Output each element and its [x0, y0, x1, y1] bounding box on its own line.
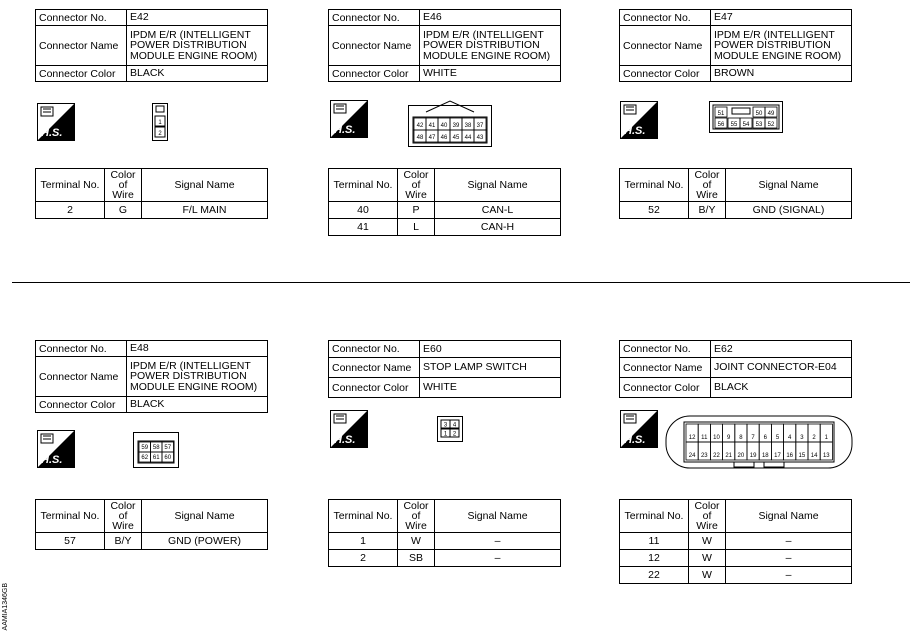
connector-diagram-e42 [152, 103, 168, 141]
wire-cell: W [689, 533, 726, 550]
connector-no-value: E46 [420, 10, 561, 26]
connector-color-value: BROWN [711, 66, 852, 82]
terminal-cell: 11 [620, 533, 689, 550]
hs-label: H.S. [334, 434, 356, 446]
pin-label: 8 [739, 435, 743, 441]
pin-label: 41 [428, 123, 436, 129]
pin-label: 45 [452, 135, 460, 141]
connector-info-table [35, 9, 268, 82]
terminal-cell: 40 [329, 202, 398, 219]
connector-info-table [35, 340, 268, 413]
pin-label: 50 [755, 111, 763, 117]
wire-cell: W [398, 533, 435, 550]
pin-label: 42 [416, 123, 424, 129]
connector-name-label: Connector Name [620, 26, 711, 66]
connector-no-value: E62 [711, 341, 852, 358]
terminal-no-header: Terminal No. [36, 500, 105, 533]
table-row [620, 533, 852, 550]
terminal-no-header: Terminal No. [620, 169, 689, 202]
connector-diagram-e60 [437, 416, 463, 442]
table-row [329, 533, 561, 550]
wire-cell: W [689, 567, 726, 584]
hs-label: H.S. [41, 454, 63, 466]
connector-name-value: IPDM E/R (INTELLIGENT POWER DISTRIBUTION MODULE ENGINE ROOM) [420, 26, 561, 66]
pin-label: 10 [713, 435, 720, 441]
pin-label: 2 [452, 431, 457, 438]
connector-info-table [328, 340, 561, 398]
pin-label: 1 [158, 120, 162, 126]
pin-label: 1 [443, 431, 448, 438]
connector-color-label: Connector Color [620, 378, 711, 398]
pin-label: 49 [767, 111, 775, 117]
wire-cell: SB [398, 550, 435, 567]
connector-color-label: Connector Color [36, 397, 127, 413]
wire-cell: L [398, 219, 435, 236]
pin-label: 22 [713, 453, 720, 459]
connector-name-value: JOINT CONNECTOR-E04 [711, 358, 852, 378]
connector-color-label: Connector Color [329, 66, 420, 82]
terminal-cell: 41 [329, 219, 398, 236]
connector-color-label: Connector Color [329, 378, 420, 398]
pin-label: 14 [810, 453, 818, 459]
terminal-no-header: Terminal No. [36, 169, 105, 202]
connector-name-label: Connector Name [329, 26, 420, 66]
signal-cell: – [435, 533, 561, 550]
terminal-table-e62 [619, 499, 859, 584]
pin-label: 52 [767, 122, 775, 128]
pin-label: 9 [727, 435, 731, 441]
section-divider [12, 282, 910, 283]
connector-no-label: Connector No. [36, 341, 127, 357]
pin-label: 1 [824, 435, 828, 441]
pin-label: 57 [164, 445, 172, 451]
pin-label: 5 [775, 435, 780, 441]
connector-block-e60 [328, 340, 568, 398]
terminal-cell: 52 [620, 202, 689, 219]
pin-label: 3 [800, 435, 804, 441]
table-row [329, 202, 561, 219]
table-row [36, 202, 268, 219]
connector-block-e62 [619, 340, 859, 398]
connector-no-label: Connector No. [329, 341, 420, 358]
connector-diagram-e62 [664, 412, 854, 472]
signal-cell: GND (POWER) [142, 533, 268, 550]
connector-block-e47 [619, 9, 859, 82]
connector-color-value: WHITE [420, 66, 561, 82]
connector-color-value: BLACK [127, 397, 268, 413]
hs-badge-icon [620, 410, 658, 448]
signal-cell: – [726, 533, 852, 550]
connector-info-table [619, 340, 852, 398]
connector-name-value: STOP LAMP SWITCH [420, 358, 561, 378]
wire-color-header: Color of Wire [398, 169, 435, 202]
signal-cell: CAN-L [435, 202, 561, 219]
connector-block-e42 [35, 9, 275, 82]
pin-label: 56 [717, 122, 725, 128]
connector-name-value: IPDM E/R (INTELLIGENT POWER DISTRIBUTION MODULE ENGINE ROOM) [711, 26, 852, 66]
signal-name-header: Signal Name [726, 169, 852, 202]
pin-label: 61 [152, 455, 160, 461]
connector-no-label: Connector No. [620, 10, 711, 26]
table-row [329, 550, 561, 567]
wire-color-header: Color of Wire [689, 500, 726, 533]
terminal-cell: 1 [329, 533, 398, 550]
pin-label: 7 [751, 435, 755, 441]
wire-color-header: Color of Wire [105, 500, 142, 533]
wire-color-header: Color of Wire [398, 500, 435, 533]
pin-label: 37 [476, 123, 484, 129]
pin-label: 46 [440, 135, 448, 141]
pin-label: 43 [476, 135, 484, 141]
pin-label: 4 [452, 422, 457, 429]
connector-info-table [328, 9, 561, 82]
pin-label: 55 [730, 122, 738, 128]
hs-badge-icon [37, 103, 75, 141]
pin-label: 24 [688, 453, 696, 459]
pin-label: 59 [141, 445, 149, 451]
connector-name-label: Connector Name [36, 26, 127, 66]
connector-block-e48 [35, 340, 275, 413]
connector-no-value: E47 [711, 10, 852, 26]
hs-label: H.S. [624, 434, 646, 446]
connector-name-label: Connector Name [329, 358, 420, 378]
pin-label: 6 [763, 435, 767, 441]
pin-label: 2 [158, 131, 162, 137]
hs-label: H.S. [624, 125, 646, 137]
pin-label: 51 [717, 111, 725, 117]
connector-info-table [619, 9, 852, 82]
table-row [329, 219, 561, 236]
pin-label: 11 [701, 435, 708, 441]
connector-no-value: E60 [420, 341, 561, 358]
wire-cell: G [105, 202, 142, 219]
terminal-table-e60 [328, 499, 568, 567]
pin-label: 19 [749, 453, 757, 459]
hs-badge-icon [330, 410, 368, 448]
terminal-cell: 57 [36, 533, 105, 550]
pin-label: 47 [428, 135, 436, 141]
signal-cell: – [726, 567, 852, 584]
pin-label: 48 [416, 135, 424, 141]
connector-no-label: Connector No. [329, 10, 420, 26]
pin-label: 18 [761, 453, 769, 459]
pin-label: 4 [788, 435, 792, 441]
connector-name-value: IPDM E/R (INTELLIGENT POWER DISTRIBUTION MODULE ENGINE ROOM) [127, 26, 268, 66]
connector-name-label: Connector Name [620, 358, 711, 378]
table-row [620, 567, 852, 584]
signal-cell: CAN-H [435, 219, 561, 236]
terminal-table-e42 [35, 168, 275, 219]
pin-label: 13 [822, 453, 830, 459]
terminal-cell: 2 [329, 550, 398, 567]
table-row [620, 202, 852, 219]
table-row [620, 550, 852, 567]
connector-no-label: Connector No. [620, 341, 711, 358]
signal-name-header: Signal Name [435, 169, 561, 202]
terminal-no-header: Terminal No. [620, 500, 689, 533]
pin-label: 54 [742, 122, 750, 128]
terminal-table-e47 [619, 168, 859, 219]
pin-label: 53 [755, 122, 763, 128]
pin-label: 17 [774, 453, 781, 459]
hs-badge-icon [620, 101, 658, 139]
signal-cell: – [435, 550, 561, 567]
terminal-table-e46 [328, 168, 568, 236]
pin-label: 23 [700, 453, 708, 459]
connector-no-label: Connector No. [36, 10, 127, 26]
pin-label: 60 [164, 455, 172, 461]
pin-label: 20 [737, 453, 745, 459]
connector-color-value: BLACK [711, 378, 852, 398]
connector-no-value: E48 [127, 341, 268, 357]
connector-name-value: IPDM E/R (INTELLIGENT POWER DISTRIBUTION MODULE ENGINE ROOM) [127, 357, 268, 397]
signal-name-header: Signal Name [142, 169, 268, 202]
connector-no-value: E42 [127, 10, 268, 26]
pin-label: 62 [141, 455, 149, 461]
connector-diagram-e46 [408, 99, 492, 147]
pin-label: 3 [443, 422, 448, 429]
terminal-table-e48 [35, 499, 275, 550]
signal-name-header: Signal Name [142, 500, 268, 533]
wire-cell: B/Y [105, 533, 142, 550]
pin-label: 39 [452, 123, 460, 129]
pin-label: 16 [786, 453, 794, 459]
connector-diagram-e47 [709, 101, 783, 133]
connector-color-value: WHITE [420, 378, 561, 398]
connector-diagram-e48 [133, 432, 179, 468]
figure-code: AAMIA1346GB [2, 583, 9, 631]
hs-label: H.S. [334, 124, 356, 136]
pin-label: 21 [725, 453, 733, 459]
signal-cell: GND (SIGNAL) [726, 202, 852, 219]
signal-cell: F/L MAIN [142, 202, 268, 219]
wire-color-header: Color of Wire [689, 169, 726, 202]
connector-color-value: BLACK [127, 66, 268, 82]
hs-badge-icon [37, 430, 75, 468]
wire-cell: W [689, 550, 726, 567]
pin-label: 40 [440, 123, 448, 129]
terminal-no-header: Terminal No. [329, 169, 398, 202]
terminal-cell: 12 [620, 550, 689, 567]
hs-badge-icon [330, 100, 368, 138]
signal-name-header: Signal Name [435, 500, 561, 533]
connector-block-e46 [328, 9, 568, 82]
pin-label: 2 [812, 435, 816, 441]
wire-cell: P [398, 202, 435, 219]
table-row [36, 533, 268, 550]
pin-label: 58 [152, 445, 160, 451]
hs-label: H.S. [41, 127, 63, 139]
terminal-cell: 22 [620, 567, 689, 584]
connector-name-label: Connector Name [36, 357, 127, 397]
pin-label: 12 [688, 435, 696, 441]
signal-name-header: Signal Name [726, 500, 852, 533]
pin-label: 15 [798, 453, 806, 459]
wire-color-header: Color of Wire [105, 169, 142, 202]
pin-label: 38 [464, 123, 472, 129]
connector-color-label: Connector Color [36, 66, 127, 82]
signal-cell: – [726, 550, 852, 567]
terminal-no-header: Terminal No. [329, 500, 398, 533]
connector-color-label: Connector Color [620, 66, 711, 82]
pin-label: 44 [464, 135, 472, 141]
wire-cell: B/Y [689, 202, 726, 219]
terminal-cell: 2 [36, 202, 105, 219]
